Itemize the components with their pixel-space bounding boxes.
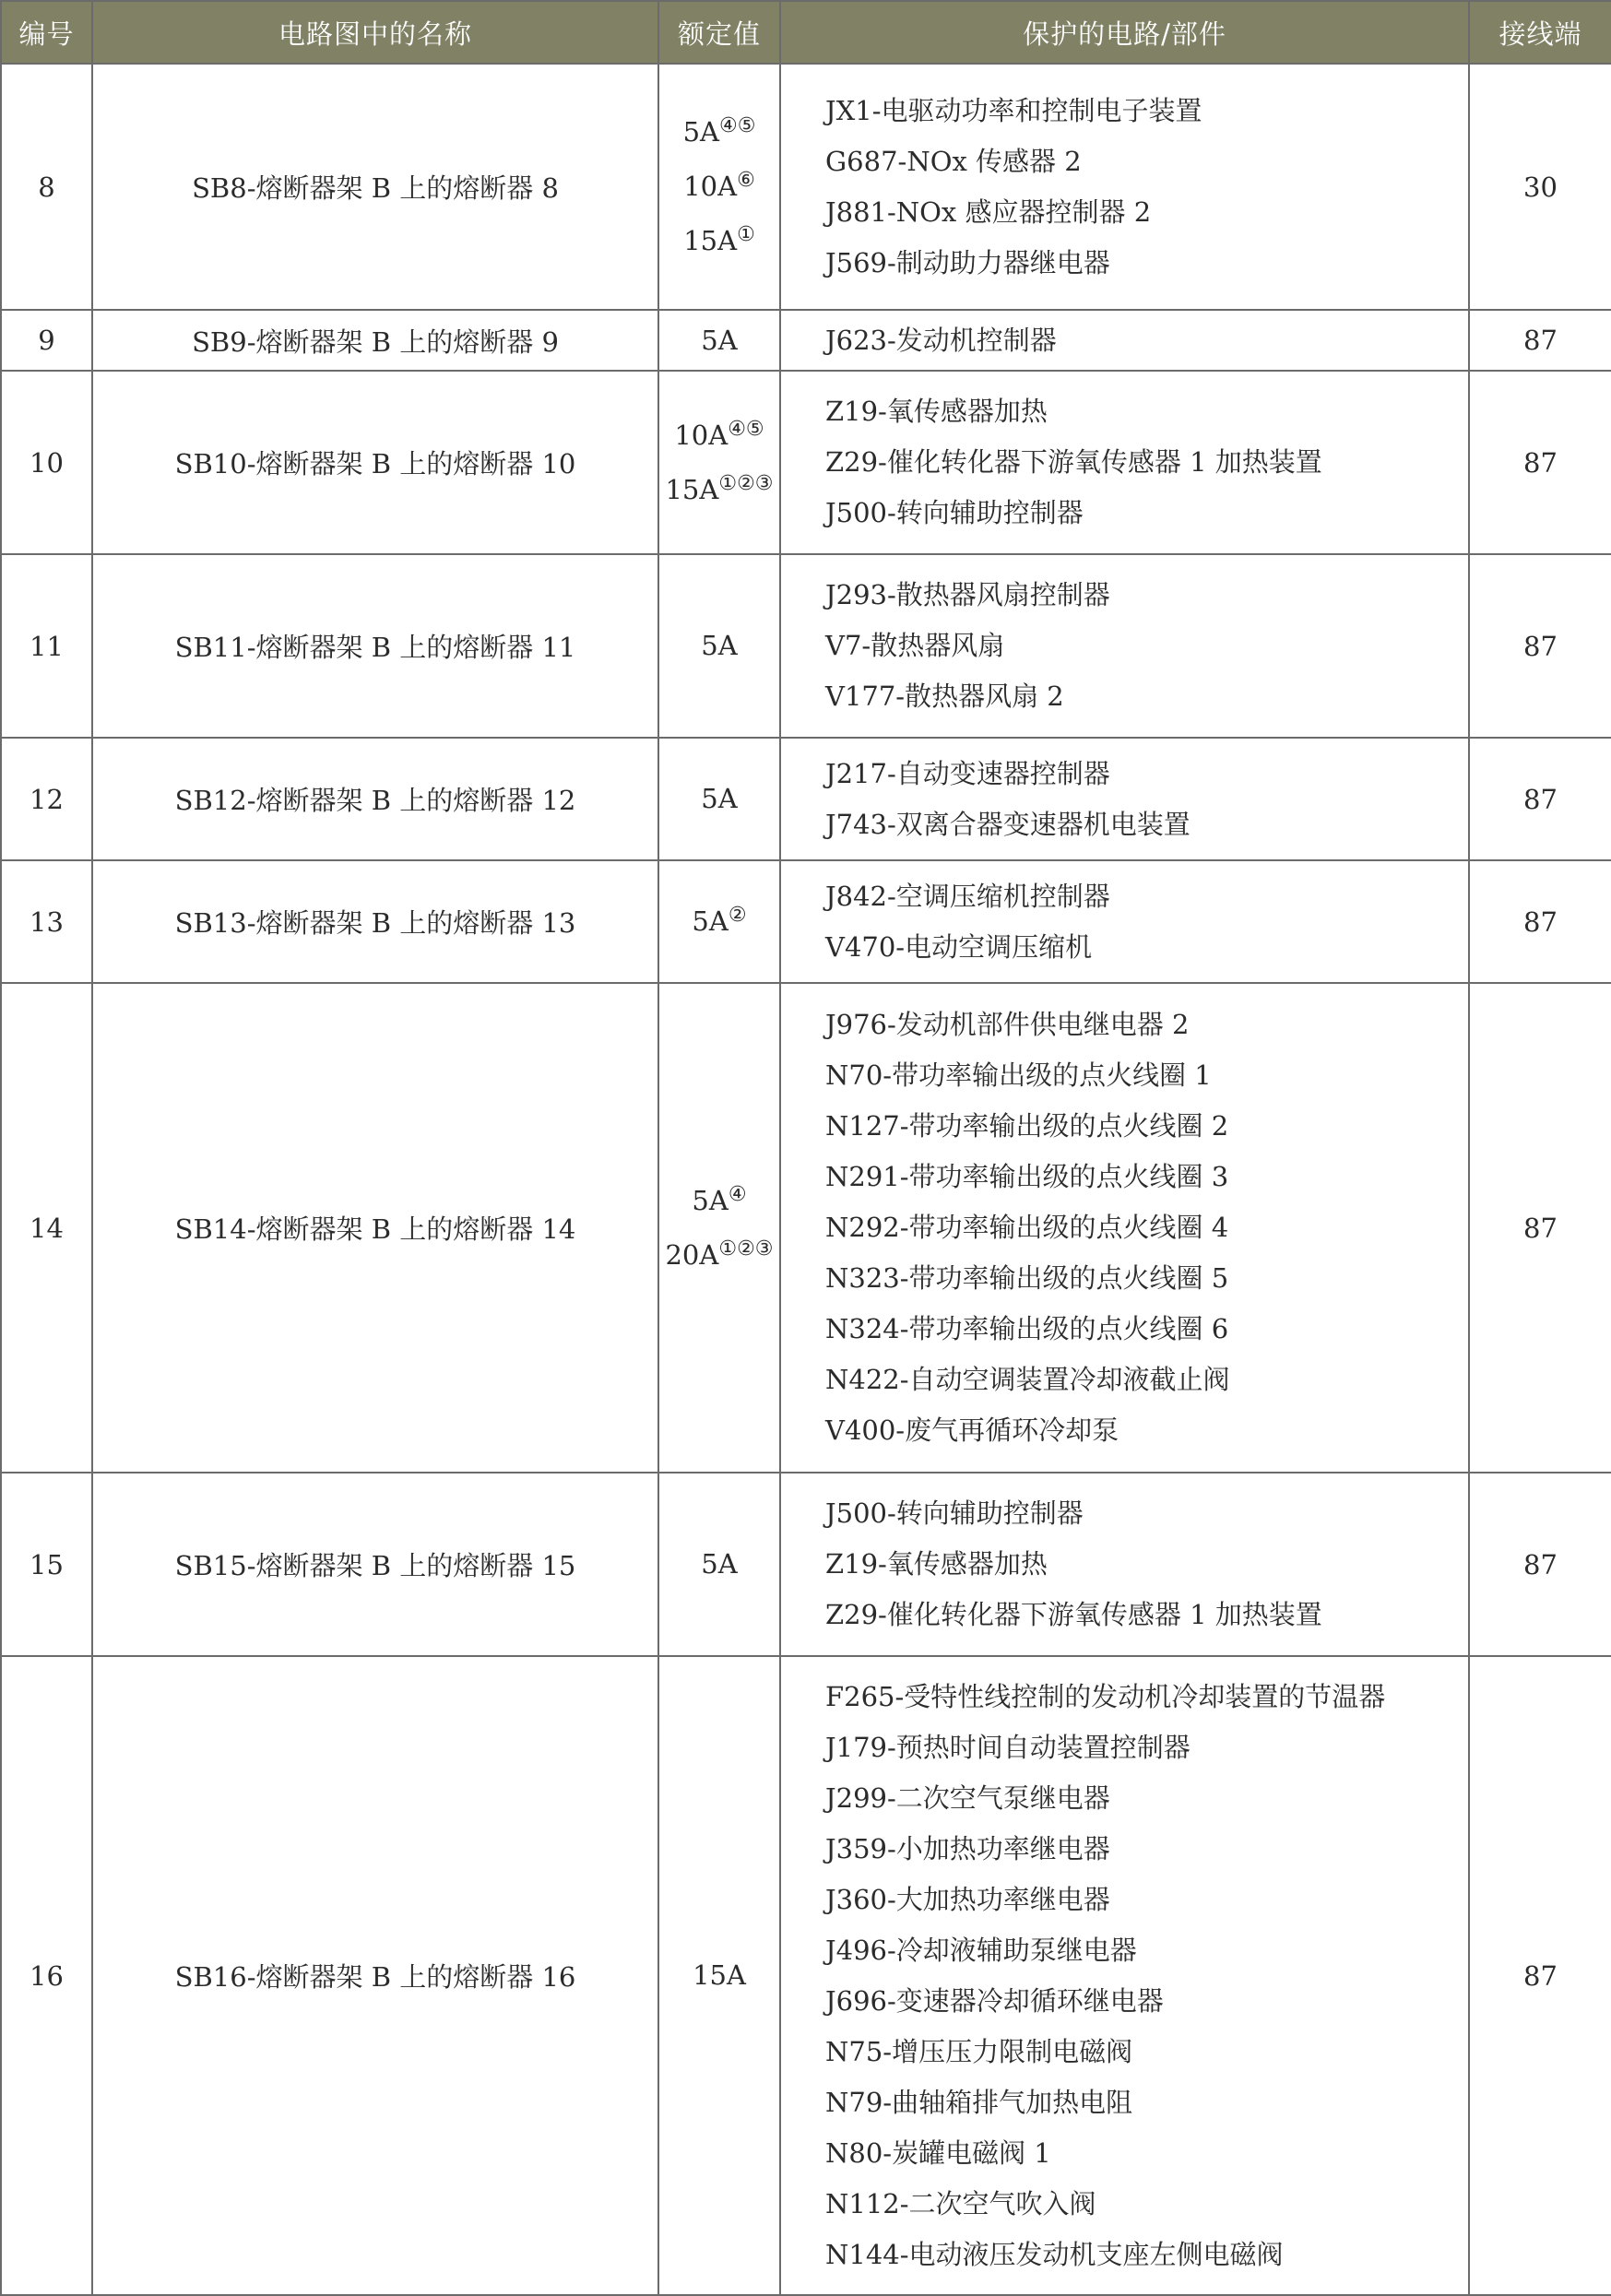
circuit-item: J623-发动机控制器 — [825, 324, 1057, 356]
table-row — [1, 1473, 1611, 1656]
circuit-item: J496-冷却液辅助泵继电器 — [825, 1934, 1137, 1966]
rating-value: 5A — [682, 116, 719, 148]
header-circuits: 保护的电路/部件 — [780, 1, 1469, 64]
rating-note: ④⑤ — [728, 417, 764, 441]
fuse-number: 11 — [1, 554, 92, 738]
circuit-item: V7-散热器风扇 — [825, 630, 1005, 661]
rating-line — [659, 1948, 779, 2003]
table-row — [1, 64, 1611, 310]
rating-value: 10A — [683, 171, 738, 202]
terminal: 87 — [1469, 1656, 1611, 2295]
fuse-rating — [658, 983, 780, 1473]
rating-value: 5A — [692, 905, 729, 937]
circuit-item: N112-二次空气吹入阀 — [825, 2187, 1096, 2219]
circuit-item: J500-转向辅助控制器 — [825, 1497, 1084, 1529]
table-row — [1, 310, 1611, 371]
header-number: 编号 — [1, 1, 92, 64]
fuse-rating — [658, 738, 780, 860]
protected-circuits — [780, 371, 1469, 554]
rating-note: ①②③ — [718, 471, 774, 495]
rating-value: 5A — [692, 1184, 729, 1216]
rating-value: 15A — [683, 225, 738, 256]
rating-value: 5A — [701, 324, 738, 356]
fuse-name: SB12-熔断器架 B 上的熔断器 12 — [92, 738, 658, 860]
fuse-number: 14 — [1, 983, 92, 1473]
rating-line — [659, 1537, 779, 1592]
circuit-item: N324-带功率输出级的点火线圈 6 — [825, 1313, 1229, 1344]
fuse-rating — [658, 371, 780, 554]
circuit-item: J569-制动助力器继电器 — [825, 246, 1110, 278]
fuse-name: SB8-熔断器架 B 上的熔断器 8 — [92, 64, 658, 310]
table-row — [1, 860, 1611, 983]
terminal: 87 — [1469, 554, 1611, 738]
fuse-rating — [658, 860, 780, 983]
circuit-item: N79-曲轴箱排气加热电阻 — [825, 2086, 1133, 2118]
rating-value: 20A — [665, 1238, 719, 1271]
header-rating: 额定值 — [658, 1, 780, 64]
protected-circuits — [780, 1473, 1469, 1656]
fuse-name: SB16-熔断器架 B 上的熔断器 16 — [92, 1656, 658, 2295]
circuit-item: J359-小加热功率继电器 — [825, 1832, 1110, 1864]
table-row — [1, 371, 1611, 554]
terminal: 87 — [1469, 738, 1611, 860]
rating-line — [659, 160, 779, 214]
circuit-item: Z29-催化转化器下游氧传感器 1 加热装置 — [825, 1599, 1322, 1630]
circuit-item: J842-空调压缩机控制器 — [825, 880, 1110, 912]
rating-value: 5A — [701, 630, 738, 661]
circuit-item: J179-预热时间自动装置控制器 — [825, 1731, 1190, 1763]
circuit-item: V470-电动空调压缩机 — [825, 930, 1093, 963]
fuse-number: 15 — [1, 1473, 92, 1656]
terminal: 87 — [1469, 310, 1611, 371]
header-terminal: 接线端 — [1469, 1, 1611, 64]
circuit-item: N422-自动空调装置冷却液截止阀 — [825, 1364, 1230, 1395]
fuse-rating — [658, 1473, 780, 1656]
fuse-name: SB13-熔断器架 B 上的熔断器 13 — [92, 860, 658, 983]
fuse-number: 13 — [1, 860, 92, 983]
fuse-name: SB10-熔断器架 B 上的熔断器 10 — [92, 371, 658, 554]
table-row — [1, 738, 1611, 860]
fuse-name: SB9-熔断器架 B 上的熔断器 9 — [92, 310, 658, 371]
terminal: 30 — [1469, 64, 1611, 310]
table-row — [1, 1656, 1611, 2295]
terminal: 87 — [1469, 371, 1611, 554]
circuit-item: N291-带功率输出级的点火线圈 3 — [825, 1161, 1229, 1192]
circuit-item: G687-NOx 传感器 2 — [825, 145, 1082, 177]
circuit-item: J500-转向辅助控制器 — [825, 497, 1084, 528]
circuit-item: J696-变速器冷却循环继电器 — [825, 1984, 1164, 2017]
protected-circuits — [780, 860, 1469, 983]
fuse-number: 16 — [1, 1656, 92, 2295]
circuit-item: Z19-氧传感器加热 — [825, 396, 1048, 427]
rating-note: ⑥ — [737, 169, 755, 192]
rating-line — [659, 894, 779, 949]
circuit-item: J743-双离合器变速器机电装置 — [825, 808, 1190, 840]
circuit-item: V177-散热器风扇 2 — [825, 681, 1064, 712]
circuit-item: F265-受特性线控制的发动机冷却装置的节温器 — [825, 1680, 1386, 1712]
circuit-item: JX1-电驱动功率和控制电子装置 — [825, 94, 1202, 126]
table-row — [1, 983, 1611, 1473]
circuit-item: J293-散热器风扇控制器 — [825, 579, 1110, 610]
terminal: 87 — [1469, 860, 1611, 983]
circuit-item: V400-废气再循环冷却泵 — [825, 1414, 1119, 1446]
fuse-number: 8 — [1, 64, 92, 310]
rating-line — [659, 1228, 779, 1283]
table-body — [1, 64, 1611, 2295]
rating-note: ①②③ — [718, 1237, 774, 1260]
rating-line — [659, 772, 779, 826]
protected-circuits — [780, 554, 1469, 738]
rating-note: ① — [737, 223, 755, 246]
rating-value: 15A — [665, 473, 719, 505]
circuit-item: N144-电动液压发动机支座左侧电磁阀 — [825, 2238, 1284, 2270]
rating-line — [659, 619, 779, 673]
rating-line — [659, 408, 779, 463]
rating-value: 5A — [701, 1548, 738, 1580]
fuse-number: 9 — [1, 310, 92, 371]
rating-value: 15A — [693, 1959, 746, 1991]
terminal: 87 — [1469, 1473, 1611, 1656]
rating-note: ② — [728, 904, 747, 927]
circuit-item: J360-大加热功率继电器 — [825, 1883, 1110, 1915]
rating-value: 10A — [674, 419, 729, 451]
table-row — [1, 554, 1611, 738]
circuit-item: Z29-催化转化器下游氧传感器 1 加热装置 — [825, 446, 1322, 478]
fuse-rating — [658, 554, 780, 738]
rating-note: ④⑤ — [718, 114, 756, 137]
fuse-name: SB14-熔断器架 B 上的熔断器 14 — [92, 983, 658, 1473]
rating-note: ④ — [728, 1182, 747, 1206]
terminal: 87 — [1469, 983, 1611, 1473]
header-row — [1, 1, 1611, 64]
fuse-number: 10 — [1, 371, 92, 554]
circuit-item: Z19-氧传感器加热 — [825, 1548, 1048, 1580]
protected-circuits — [780, 310, 1469, 371]
protected-circuits — [780, 1656, 1469, 2295]
fuse-number: 12 — [1, 738, 92, 860]
header-name: 电路图中的名称 — [92, 1, 658, 64]
circuit-item: N323-带功率输出级的点火线圈 5 — [825, 1262, 1229, 1294]
circuit-item: N292-带功率输出级的点火线圈 4 — [825, 1212, 1229, 1243]
fuse-rating — [658, 1656, 780, 2295]
rating-line — [659, 214, 779, 268]
circuit-item: N70-带功率输出级的点火线圈 1 — [825, 1059, 1212, 1091]
circuit-item: N75-增压压力限制电磁阀 — [825, 2035, 1133, 2067]
fuse-name: SB15-熔断器架 B 上的熔断器 15 — [92, 1473, 658, 1656]
table-header — [1, 1, 1611, 64]
rating-line — [659, 1174, 779, 1228]
circuit-item: J299-二次空气泵继电器 — [825, 1781, 1110, 1814]
circuit-item: J217-自动变速器控制器 — [825, 757, 1110, 789]
circuit-item: J976-发动机部件供电继电器 2 — [825, 1009, 1190, 1040]
fuse-rating — [658, 64, 780, 310]
circuit-item: N127-带功率输出级的点火线圈 2 — [825, 1110, 1229, 1142]
rating-line — [659, 463, 779, 517]
protected-circuits — [780, 64, 1469, 310]
circuit-item: J881-NOx 感应器控制器 2 — [825, 195, 1152, 228]
rating-line — [659, 105, 779, 160]
rating-value: 5A — [701, 783, 738, 814]
fuse-rating — [658, 310, 780, 371]
protected-circuits — [780, 738, 1469, 860]
fuse-name: SB11-熔断器架 B 上的熔断器 11 — [92, 554, 658, 738]
rating-line — [659, 314, 779, 368]
circuit-item: N80-炭罐电磁阀 1 — [825, 2136, 1051, 2169]
protected-circuits — [780, 983, 1469, 1473]
